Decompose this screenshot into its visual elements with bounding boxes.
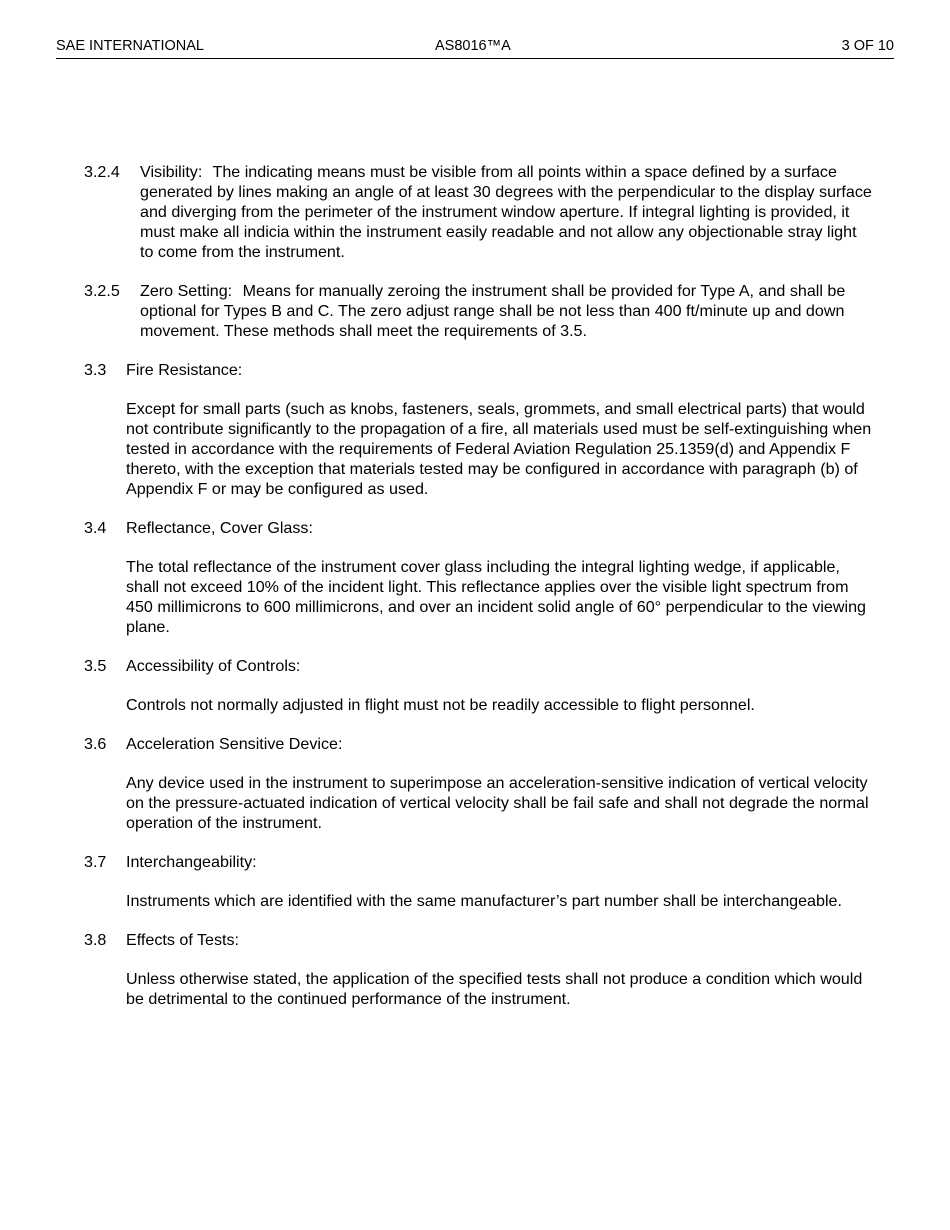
section-3-5-heading (84, 656, 874, 676)
section-title: Fire Resistance: (126, 361, 243, 379)
section-3-6-text: Any device used in the instrument to superimpose an acceleration-sensitive indication of vertical velocity on the pressure-actuated indication of vertical velocity shall be fail safe and shall not degrade the normal operation of the instrument. (126, 774, 869, 832)
section-title: Effects of Tests: (126, 931, 240, 949)
section-number: 3.2.5 (84, 282, 120, 300)
section-number: 3.7 (84, 853, 107, 871)
section-title: Zero Setting: (140, 282, 233, 300)
section-3-2-4 (84, 162, 874, 262)
section-text: Means for manually zeroing the instrument shall be provided for Type A, and shall be optional for Types B and C. The zero adjust range shall be not less than 400 ft/minute up and down movement. These methods shall meet the requirements of 3.5. (140, 282, 846, 340)
section-title: Visibility: (140, 163, 203, 181)
section-number: 3.5 (84, 657, 107, 675)
header-page-number: 3 OF 10 (841, 38, 894, 54)
section-3-7-text: Instruments which are identified with the same manufacturer’s part number shall be interchangeable. (126, 892, 842, 910)
document-body (84, 162, 874, 1028)
section-title: Interchangeability: (126, 853, 257, 871)
section-3-4-heading (84, 518, 874, 538)
section-3-8-text: Unless otherwise stated, the application of the specified tests shall not produce a condition which would be detrimental to the continued performance of the instrument. (126, 970, 863, 1008)
header-document-id: AS8016™A (435, 38, 511, 54)
section-text: The indicating means must be visible from all points within a space defined by a surface generated by lines making an angle of at least 30 degrees with the perpendicular to the display surface and diverging from the perimeter of the instrument window aperture. If integral lighting is provided, it must make all indicia within the instrument easily readable and not allow any objectionable stray light to come from the instrument. (140, 163, 872, 261)
section-number: 3.4 (84, 519, 107, 537)
section-3-7-heading (84, 852, 874, 872)
section-3-3-heading (84, 360, 874, 380)
section-title: Accessibility of Controls: (126, 657, 301, 675)
section-3-2-5 (84, 281, 874, 341)
section-number: 3.6 (84, 735, 107, 753)
section-3-5-text: Controls not normally adjusted in flight must not be readily accessible to flight personnel. (126, 696, 755, 714)
section-number: 3.3 (84, 361, 107, 379)
section-3-4-text: The total reflectance of the instrument cover glass including the integral lighting wedge, if applicable, shall not exceed 10% of the incident light. This reflectance applies over the visible light spectrum from 450 millimicrons to 600 millimicrons, and over an incident solid angle of 60° perpendicular to the viewing plane. (126, 558, 866, 636)
section-3-3-text: Except for small parts (such as knobs, fasteners, seals, grommets, and small electrical parts) that would not contribute significantly to the propagation of a fire, all materials used must be self-extinguishing when tested in accordance with the requirements of Federal Aviation Regulation 25.1359(d) and Appendix F thereto, with the exception that materials tested may be configured in accordance with paragraph (b) of Appendix F or may be configured as used. (126, 400, 872, 498)
section-3-8-heading (84, 930, 874, 950)
header-organization: SAE INTERNATIONAL (56, 38, 204, 54)
section-number: 3.2.4 (84, 163, 120, 181)
section-3-6-heading (84, 734, 874, 754)
page-header (56, 38, 894, 59)
section-number: 3.8 (84, 931, 107, 949)
section-title: Reflectance, Cover Glass: (126, 519, 313, 537)
section-title: Acceleration Sensitive Device: (126, 735, 343, 753)
